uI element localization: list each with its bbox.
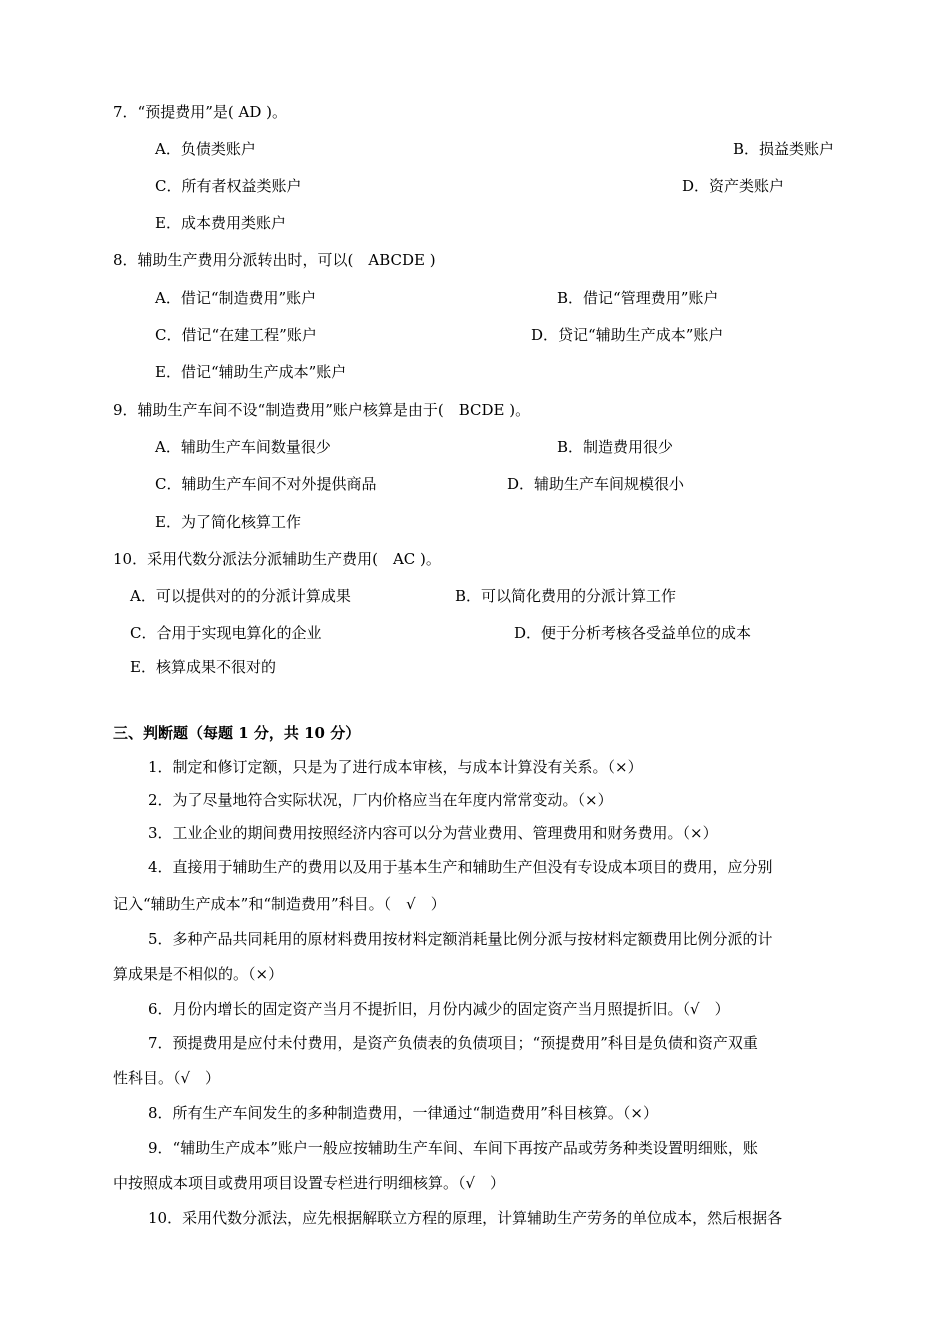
section-title: 三、判断题（每题 1 分，共 10 分） bbox=[113, 724, 361, 742]
question-7-option-e: E．成本费用类账户 bbox=[155, 214, 286, 232]
question-10-option-c: C．合用于实现电算化的企业 bbox=[130, 624, 322, 642]
question-7-option-b: B．损益类账户 bbox=[733, 140, 835, 158]
question-8-option-d: D．贷记“辅助生产成本”账户 bbox=[531, 326, 724, 344]
question-9-option-e: E．为了简化核算工作 bbox=[155, 513, 301, 531]
judgment-line: 3．工业企业的期间费用按照经济内容可以分为营业费用、管理费用和财务费用。（×） bbox=[148, 824, 718, 842]
judgment-line: 2．为了尽量地符合实际状况，厂内价格应当在年度内常常变动。（×） bbox=[148, 791, 613, 809]
judgment-line: 5．多种产品共同耗用的原材料费用按材料定额消耗量比例分派与按材料定额费用比例分派的计 bbox=[148, 930, 773, 948]
question-7-option-d: D．资产类账户 bbox=[682, 177, 785, 195]
question-9-stem: 9．辅助生产车间不设“制造费用”账户核算是由于( BCDE )。 bbox=[113, 401, 531, 419]
judgment-line: 性科目。（√ ） bbox=[113, 1069, 221, 1087]
judgment-line: 6．月份内增长的固定资产当月不提折旧，月份内减少的固定资产当月照提折旧。（√ ） bbox=[148, 1000, 730, 1018]
question-8-stem: 8．辅助生产费用分派转出时，可以( ABCDE ) bbox=[113, 251, 436, 269]
judgment-line: 4．直接用于辅助生产的费用以及用于基本生产和辅助生产但没有专设成本项目的费用，应分别 bbox=[148, 858, 773, 876]
question-9-option-a: A．辅助生产车间数量很少 bbox=[155, 438, 331, 456]
question-8-option-e: E．借记“辅助生产成本”账户 bbox=[155, 363, 347, 381]
judgment-line: 10．采用代数分派法，应先根据解联立方程的原理，计算辅助生产劳务的单位成本，然后根据各 bbox=[148, 1209, 783, 1227]
question-9-option-c: C．辅助生产车间不对外提供商品 bbox=[155, 475, 377, 493]
question-8-option-a: A．借记“制造费用”账户 bbox=[155, 289, 317, 307]
question-9-option-b: B．制造费用很少 bbox=[557, 438, 674, 456]
question-10-option-a: A．可以提供对的的分派计算成果 bbox=[130, 587, 351, 605]
judgment-line: 9．“辅助生产成本”账户一般应按辅助生产车间、车间下再按产品或劳务种类设置明细账，账 bbox=[148, 1139, 758, 1157]
question-10-option-b: B．可以简化费用的分派计算工作 bbox=[455, 587, 677, 605]
question-8-option-c: C．借记“在建工程”账户 bbox=[155, 326, 317, 344]
judgment-line: 中按照成本项目或费用项目设置专栏进行明细核算。（√ ） bbox=[113, 1174, 506, 1192]
question-8-option-b: B．借记“管理费用”账户 bbox=[557, 289, 719, 307]
question-7-stem: 7．“预提费用”是( AD )。 bbox=[113, 103, 287, 121]
judgment-line: 算成果是不相似的。（×） bbox=[113, 965, 284, 983]
question-9-option-d: D．辅助生产车间规模很小 bbox=[507, 475, 685, 493]
judgment-line: 8．所有生产车间发生的多种制造费用，一律通过“制造费用”科目核算。（×） bbox=[148, 1104, 658, 1122]
judgment-line: 1．制定和修订定额，只是为了进行成本审核，与成本计算没有关系。（×） bbox=[148, 758, 643, 776]
question-7-option-c: C．所有者权益类账户 bbox=[155, 177, 302, 195]
question-10-option-d: D．便于分析考核各受益单位的成本 bbox=[514, 624, 752, 642]
judgment-line: 7．预提费用是应付未付费用，是资产负债表的负债项目；“预提费用”科目是负债和资产双重 bbox=[148, 1034, 758, 1052]
question-7-option-a: A．负债类账户 bbox=[155, 140, 256, 158]
question-10-stem: 10．采用代数分派法分派辅助生产费用( AC )。 bbox=[113, 550, 441, 568]
question-10-option-e: E．核算成果不很对的 bbox=[130, 658, 276, 676]
judgment-line: 记入“辅助生产成本”和“制造费用”科目。（ √ ） bbox=[113, 895, 446, 913]
